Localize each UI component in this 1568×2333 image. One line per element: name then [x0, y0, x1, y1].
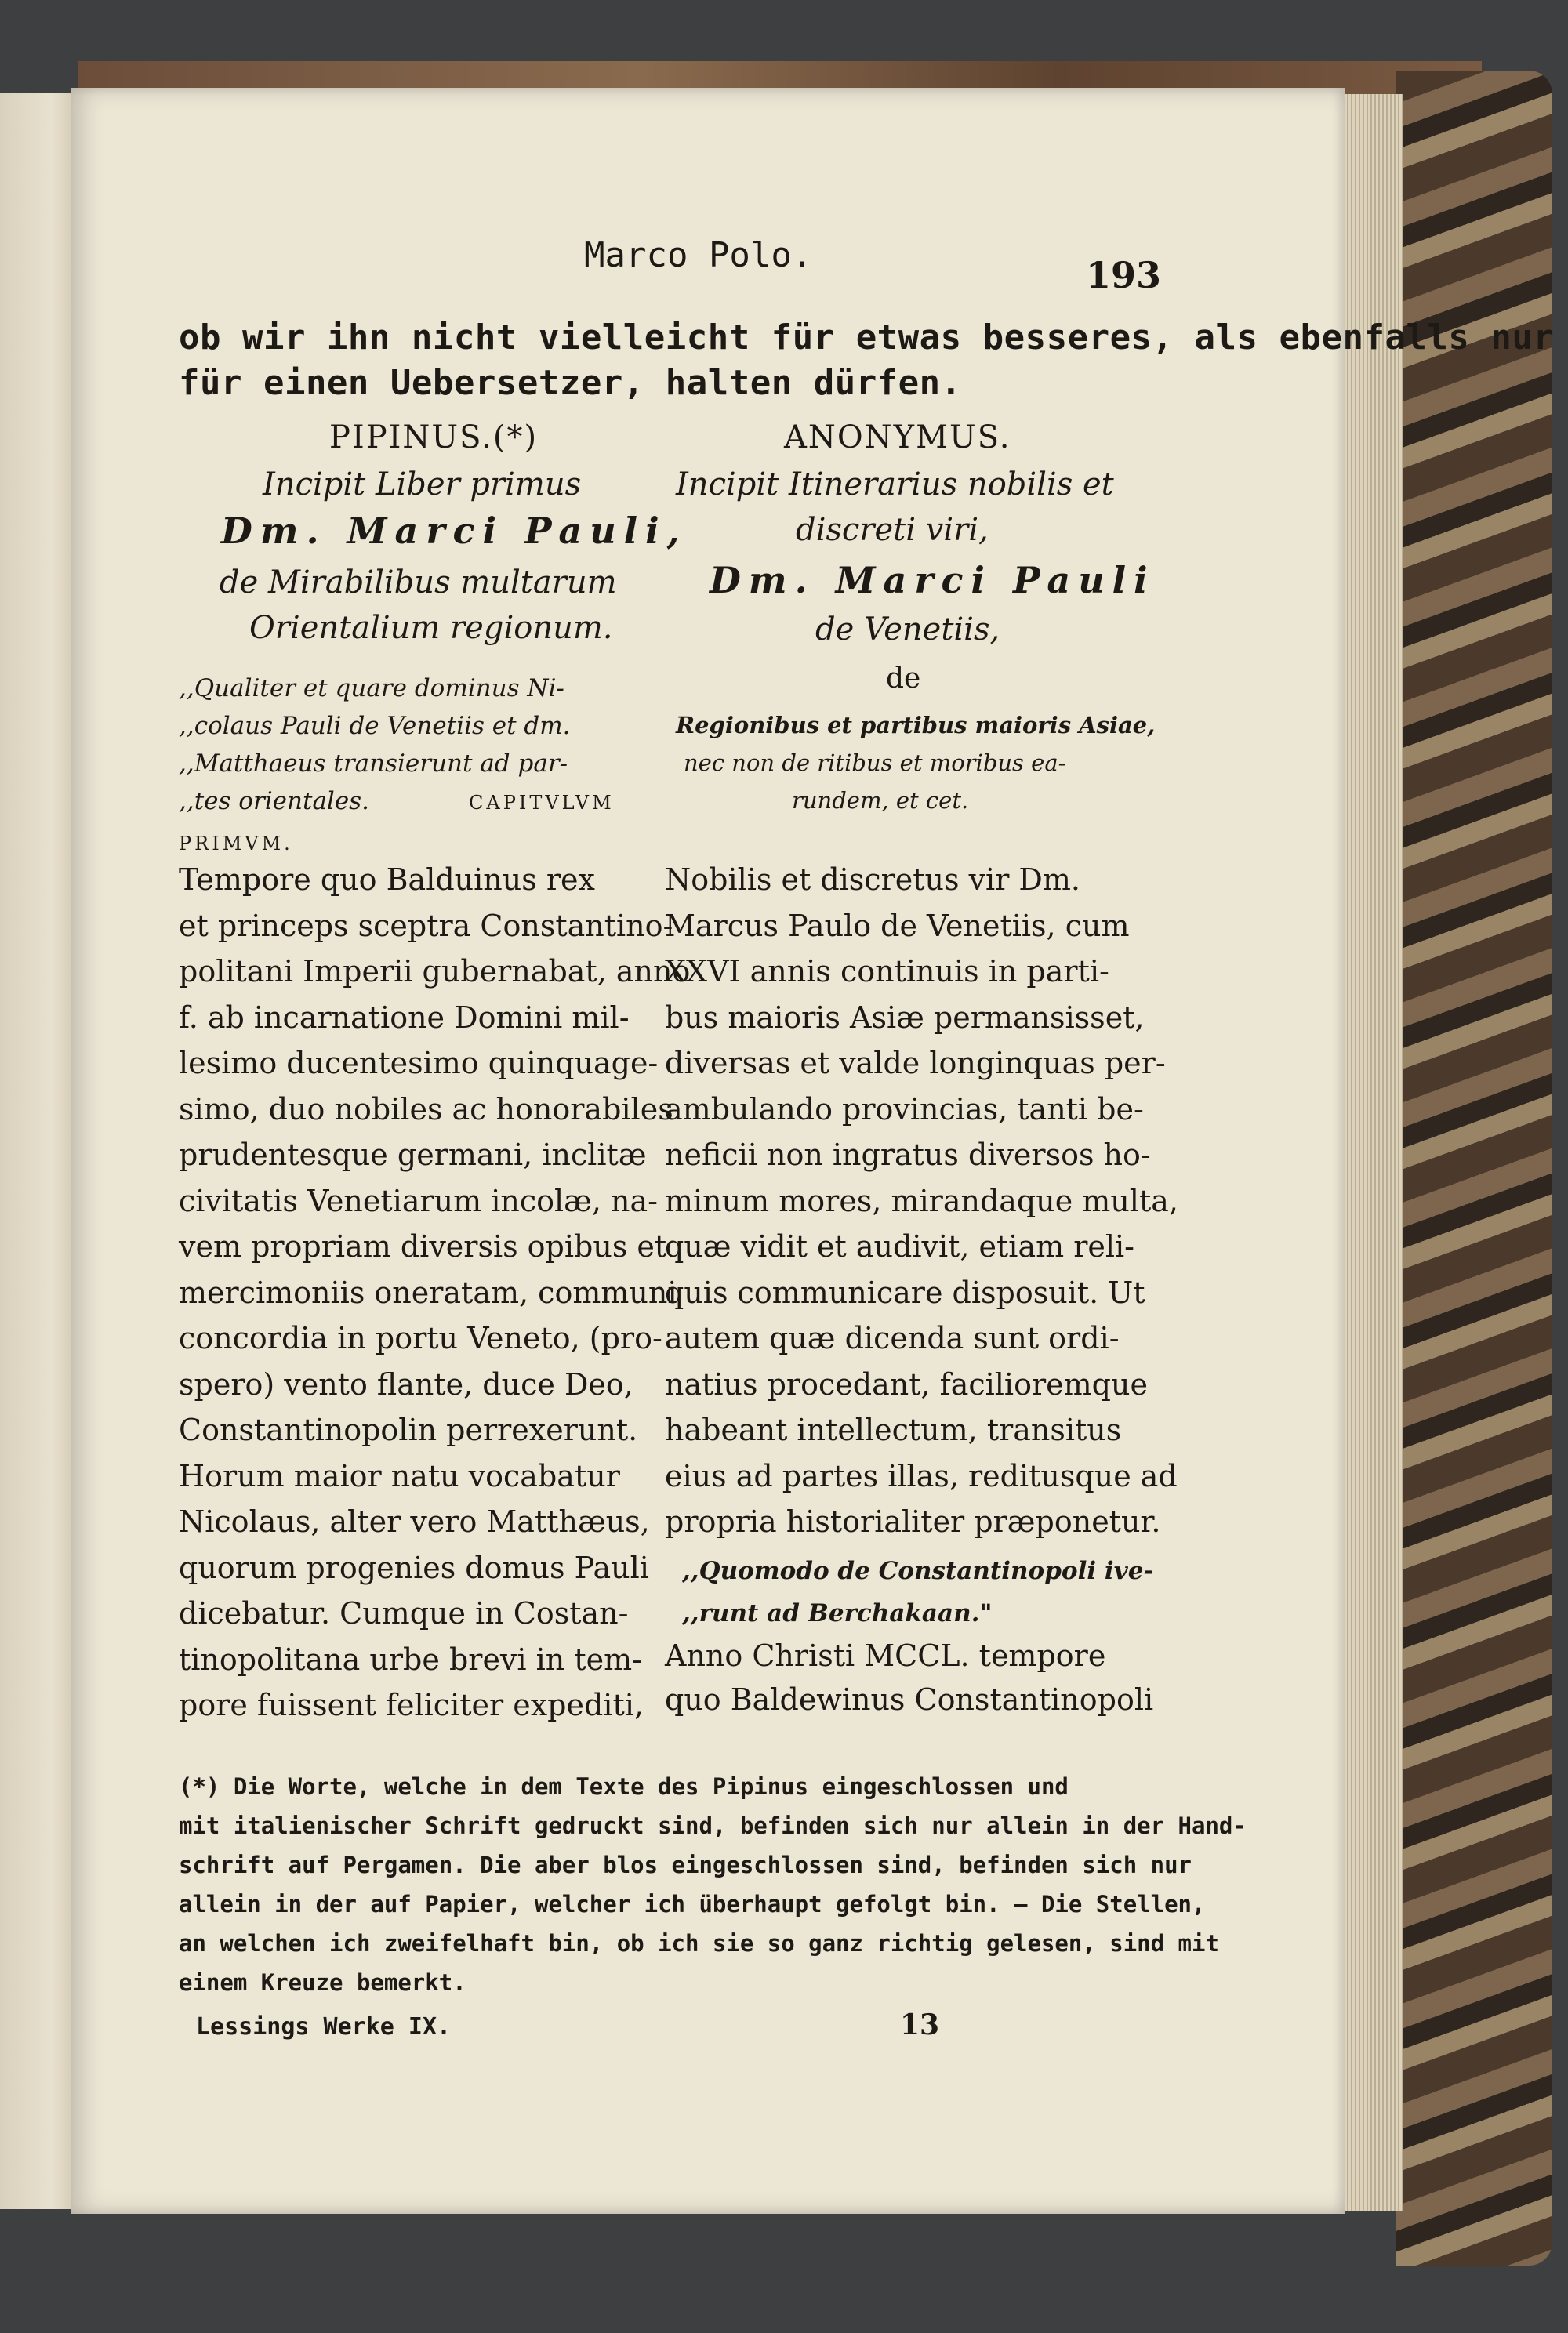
right-title-line: discreti viri, [796, 512, 989, 548]
left-text-line: spero) vento flante, duce Deo, [179, 1366, 633, 1402]
intro-line: für einen Uebersetzer, halten dürfen. [179, 363, 962, 403]
right-text-line: Marcus Paulo de Venetiis, cum [665, 908, 1130, 943]
left-text-line: et princeps sceptra Constantino- [179, 908, 673, 943]
intro-line: ob wir ihn nicht vielleicht für etwas besseres, als ebenfalls nur [179, 317, 1555, 357]
left-title-line: de Mirabilibus multarum [220, 564, 617, 600]
footnote-line: allein in der auf Papier, welcher ich überhaupt gefolgt bin. — Die Stellen, [179, 1891, 1206, 1918]
left-text-line: Constantinopolin perrexerunt. [179, 1413, 638, 1447]
right-title-line: Regionibus et partibus maioris Asiae, [676, 712, 1156, 738]
right-text-line: habeant intellectum, transitus [665, 1413, 1122, 1447]
footnote-line: schrift auf Pergamen. Die aber blos eingeschlossen sind, befinden sich nur [179, 1852, 1192, 1878]
printer-signature-title: Lessings Werke IX. [196, 2013, 452, 2041]
left-text-line: quorum progenies domus Pauli [179, 1550, 649, 1585]
left-title-line: Incipit Liber primus [263, 466, 582, 503]
left-text-line: mercimoniis oneratam, communi [179, 1275, 677, 1310]
left-text-line: Nicolaus, alter vero Matthæus, [179, 1504, 650, 1539]
printer-signature-number: 13 [900, 2008, 940, 2041]
right-text-line: diversas et valde longinquas per- [665, 1046, 1166, 1080]
left-text-line: Horum maior natu vocabatur [179, 1458, 620, 1493]
footnote-line: mit italienischer Schrift gedruckt sind, befinden sich nur allein in der Hand- [179, 1812, 1247, 1839]
right-title-line: de Venetiis, [815, 611, 1000, 648]
left-title-line: Orientalium regionum. [249, 610, 613, 646]
left-text-line: concordia in portu Veneto, (pro- [179, 1321, 662, 1355]
right-text-line: minum mores, mirandaque multa, [665, 1183, 1178, 1218]
right-text-line: Nobilis et discretus vir Dm. [665, 862, 1081, 897]
left-rubric-line: ,,colaus Pauli de Venetiis et dm. [179, 712, 571, 740]
left-text-line: prudentesque germani, inclitæ [179, 1137, 647, 1172]
footnote-line: an welchen ich zweifelhaft bin, ob ich sie so ganz richtig gelesen, sind mit [179, 1930, 1219, 1957]
right-title-line: rundem, et cet. [792, 787, 969, 814]
left-rubric-line: ,,Matthaeus transierunt ad par- [179, 749, 568, 778]
right-text-line: eius ad partes illas, reditusque ad [665, 1458, 1178, 1493]
left-text-line: f. ab incarnatione Domini mil- [179, 1000, 630, 1035]
footnote-line: einem Kreuze bemerkt. [179, 1969, 466, 1996]
left-text-line: tinopolitana urbe brevi in tem- [179, 1642, 642, 1677]
right-rubric-line: ,,Quomodo de Constantinopoli ive- [682, 1557, 1154, 1585]
right-text-line: XXVI annis continuis in parti- [665, 954, 1109, 989]
left-text-line: lesimo ducentesimo quinquage- [179, 1046, 659, 1080]
left-text-line: civitatis Venetiarum incolæ, na- [179, 1183, 659, 1218]
left-rubric-line: PRIMVM. [179, 833, 293, 854]
right-text-line: quis communicare disposuit. Ut [665, 1275, 1145, 1310]
left-rubric-line: ,,tes orientales. [179, 787, 369, 815]
left-rubric-line: ,,Qualiter et quare dominus Ni- [179, 674, 564, 702]
left-title-line: Dm. Marci Pauli, [221, 510, 688, 552]
running-head: Marco Polo. [584, 235, 813, 275]
right-column-heading: ANONYMUS. [784, 419, 1011, 455]
book-cover-marbled-edge [1396, 71, 1552, 2266]
left-rubric-line: CAPITVLVM [469, 792, 615, 814]
right-text-line: quo Baldewinus Constantinopoli [665, 1682, 1154, 1717]
right-title-line: Dm. Marci Pauli [710, 559, 1156, 601]
right-text-line: propria historialiter præponetur. [665, 1504, 1161, 1539]
right-title-line: de [886, 662, 921, 695]
right-text-line: Anno Christi MCCL. tempore [665, 1638, 1106, 1673]
right-text-line: bus maioris Asiæ permansisset, [665, 1000, 1145, 1035]
right-title-line: nec non de ritibus et moribus ea- [684, 749, 1066, 776]
right-title-line: Incipit Itinerarius nobilis et [676, 466, 1114, 503]
left-text-line: politani Imperii gubernabat, anno [179, 954, 691, 989]
right-text-line: neficii non ingratus diversos ho- [665, 1137, 1151, 1172]
right-text-line: quæ vidit et audivit, etiam reli- [665, 1229, 1135, 1264]
page-number: 193 [1086, 254, 1162, 296]
left-text-line: pore fuissent feliciter expediti, [179, 1688, 644, 1722]
right-text-line: natius procedant, faciliоremque [665, 1366, 1148, 1402]
left-text-line: simo, duo nobiles ac honorabiles [179, 1091, 673, 1127]
left-text-line: dicebatur. Cumque in Costan- [179, 1596, 629, 1631]
footnote-line: (*) Die Worte, welche in dem Texte des Pipinus eingeschlossen und [179, 1773, 1069, 1800]
left-text-line: vem propriam diversis opibus et [179, 1229, 667, 1264]
right-rubric-line: ,,runt ad Berchakaan." [682, 1599, 993, 1627]
right-text-line: autem quæ dicenda sunt ordi- [665, 1321, 1120, 1355]
left-text-line: Tempore quo Balduinus rex [179, 862, 595, 897]
left-column-heading: PIPINUS.(*) [329, 419, 539, 455]
right-text-line: ambulando provincias, tanti be- [665, 1091, 1144, 1127]
